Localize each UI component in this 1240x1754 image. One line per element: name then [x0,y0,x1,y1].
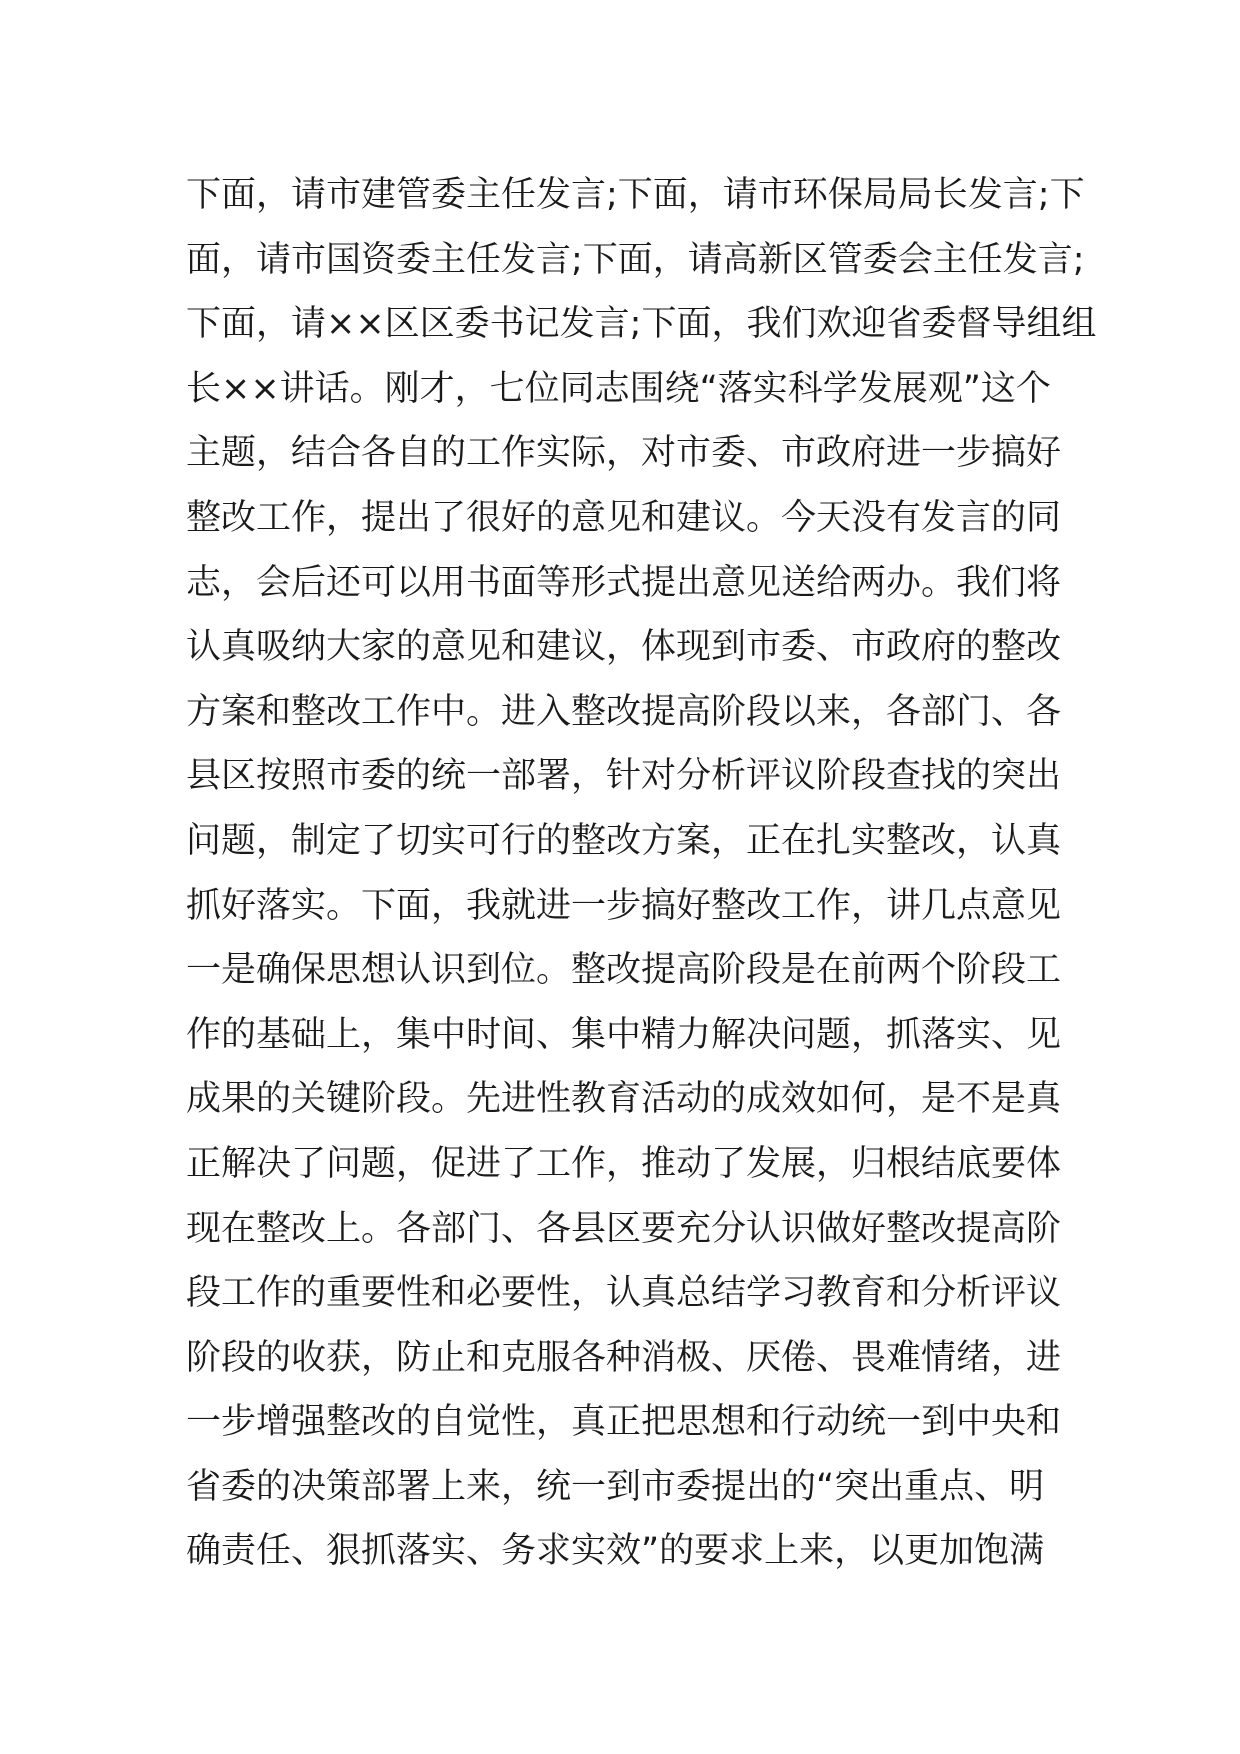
text-line: 下面，请市建管委主任发言;下面，请市环保局局长发言;下 [186,175,1085,215]
text-line: 一步增强整改的自觉性，真正把思想和行动统一到中央和 [186,1402,1062,1443]
text-line: 县区按照市委的统一部署，针对分析评议阶段查找的突出 [186,756,1062,797]
text-line: 作的基础上，集中时间、集中精力解决问题，抓落实、见 [186,1014,1062,1055]
text-line: 成果的关键阶段。先进性教育活动的成效如何，是不是真 [186,1079,1062,1120]
text-line: 问题，制定了切实可行的整改方案，正在扎实整改，认真 [186,820,1062,861]
text-line: 志，会后还可以用书面等形式提出意见送给两办。我们将 [186,562,1062,603]
text-line: 认真吸纳大家的意见和建议，体现到市委、市政府的整改 [186,627,1062,668]
text-line: 整改工作，提出了很好的意见和建议。今天没有发言的同 [186,497,1062,538]
text-line: 抓好落实。下面，我就进一步搞好整改工作，讲几点意见 [186,885,1062,926]
text-line: 正解决了问题，促进了工作，推动了发展，归根结底要体 [186,1143,1062,1184]
text-line: 确责任、狠抓落实、务求实效”的要求上来，以更加饱满 [186,1531,1045,1572]
text-line: 一是确保思想认识到位。整改提高阶段是在前两个阶段工 [186,950,1062,991]
text-line: 主题，结合各自的工作实际，对市委、市政府进一步搞好 [186,433,1062,474]
text-line: 长××讲话。刚才，七位同志围绕“落实科学发展观”这个 [186,368,1051,409]
text-line: 下面，请××区区委书记发言;下面，我们欢迎省委督导组组 [186,304,1097,345]
text-line: 阶段的收获，防止和克服各种消极、厌倦、畏难情绪，进 [186,1337,1062,1378]
body-text [186,163,1097,1584]
text-line: 面，请市国资委主任发言;下面，请高新区管委会主任发言; [186,239,1085,280]
text-line: 现在整改上。各部门、各县区要充分认识做好整改提高阶 [186,1208,1062,1249]
text-line: 省委的决策部署上来，统一到市委提出的“突出重点、明 [186,1466,1045,1507]
text-line: 段工作的重要性和必要性，认真总结学习教育和分析评议 [186,1273,1062,1314]
text-line: 方案和整改工作中。进入整改提高阶段以来，各部门、各 [186,691,1062,732]
